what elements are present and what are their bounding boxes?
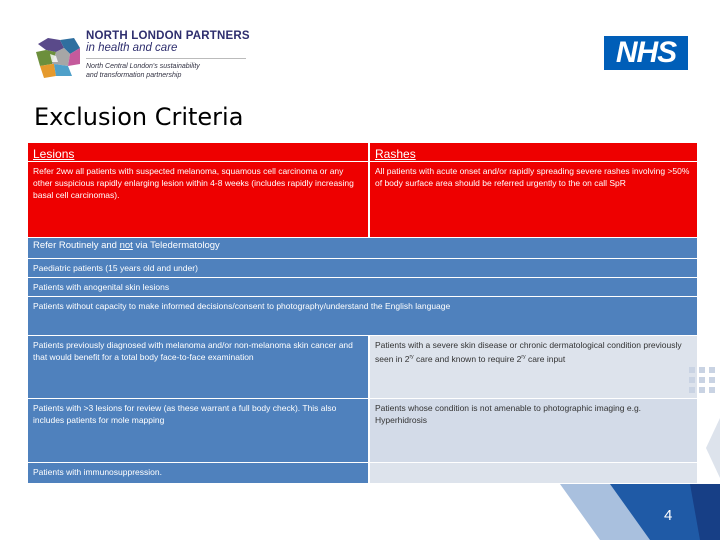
routine-suffix: via Teledermatology: [132, 240, 220, 251]
severe-skin-sup-2: ry: [521, 354, 526, 360]
refer-routinely-heading: [28, 238, 697, 258]
dotted-pattern-decoration: [683, 365, 720, 395]
org-description: [86, 62, 200, 80]
previous-melanoma-row: Patients previously diagnosed with melanoma and/or non-melanoma skin cancer and that would benefit for a total body face-to-face examination: [28, 336, 368, 398]
lesions-header: Lesions: [28, 143, 368, 161]
severe-skin-disease-row: [370, 336, 697, 398]
severe-skin-text-3: care input: [525, 353, 566, 364]
page-title: Exclusion Criteria: [34, 103, 244, 131]
capacity-row: Patients without capacity to make informed decisions/consent to photography/understand the English language: [28, 297, 697, 335]
rashes-criteria: All patients with acute onset and/or rapidly spreading severe rashes involving >50% of body surface area should be referred urgently to the on call SpR: [370, 162, 697, 237]
page-number: 4: [664, 507, 673, 524]
paediatric-row: Paediatric patients (15 years old and under): [28, 259, 697, 277]
nhs-logo: NHS: [604, 36, 688, 70]
org-name: NORTH LONDON PARTNERS: [86, 30, 250, 42]
north-london-partners-logo: [34, 30, 254, 86]
multiple-lesions-row: Patients with >3 lesions for review (as these warrant a full body check). This also includes patients for mole mapping: [28, 399, 368, 462]
org-description-line1: North Central London's sustainability: [86, 63, 200, 70]
lesions-criteria: Refer 2ww all patients with suspected melanoma, squamous cell carcinoma or any other suspicious rapidly enlarging lesion within 4-8 weeks (includes rapidly increasing basal cell carcinomas).: [28, 162, 368, 237]
immunosuppression-empty-cell: [370, 463, 697, 483]
org-tagline: in health and care: [86, 42, 178, 54]
rashes-header: Rashes: [370, 143, 697, 161]
routine-prefix: Refer Routinely and: [33, 240, 120, 251]
org-description-line2: and transformation partnership: [86, 72, 182, 79]
severe-skin-text-2: care and known to require 2: [413, 353, 522, 364]
severe-skin-text-1: Patients with a severe skin disease or chronic dermatological condition previously seen in 2: [375, 340, 682, 364]
logo-divider: [86, 58, 246, 59]
anogenital-row: Patients with anogenital skin lesions: [28, 278, 697, 296]
grey-chevron-decoration: [700, 418, 720, 478]
photographic-imaging-row: Patients whose condition is not amenable to photographic imaging e.g. Hyperhidrosis: [370, 399, 697, 462]
routine-not: not: [119, 240, 133, 251]
severe-skin-sup-1: ry: [409, 354, 414, 360]
london-map-emblem-icon: [34, 34, 82, 80]
logo-text-block: [86, 30, 250, 55]
immunosuppression-row: Patients with immunosuppression.: [28, 463, 368, 483]
blue-chevron-footer: [500, 484, 720, 540]
